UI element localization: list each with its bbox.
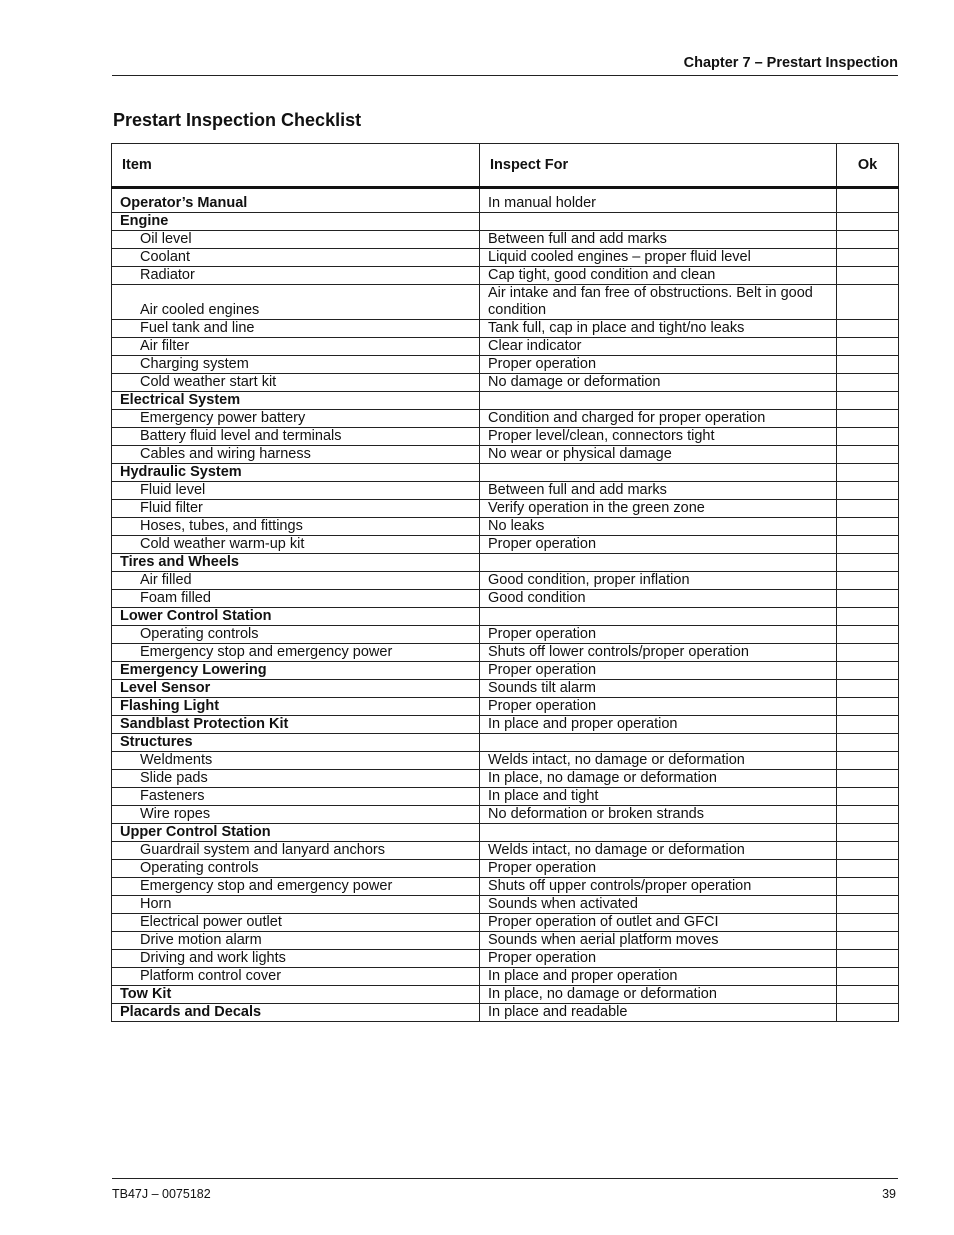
table-row [112,374,899,392]
table-row [112,626,899,644]
category-item-cell: Engine [112,213,480,231]
inspect-for-cell: Good condition [480,590,837,608]
sub-item-cell: Charging system [112,356,480,374]
ok-checkbox-cell[interactable] [837,482,899,500]
footer-divider [112,1178,898,1179]
document-number: TB47J – 0075182 [112,1187,211,1201]
table-row [112,482,899,500]
category-item-cell: Flashing Light [112,698,480,716]
inspect-for-cell: No leaks [480,518,837,536]
table-row [112,554,899,572]
inspect-for-cell: In place and proper operation [480,968,837,986]
table-row [112,896,899,914]
table-row [112,680,899,698]
category-item-cell: Operator’s Manual [112,188,480,213]
table-row [112,410,899,428]
table-row [112,428,899,446]
sub-item-cell: Guardrail system and lanyard anchors [112,842,480,860]
sub-item-cell: Fluid filter [112,500,480,518]
inspect-for-cell: Sounds tilt alarm [480,680,837,698]
ok-checkbox-cell[interactable] [837,536,899,554]
sub-item-cell: Hoses, tubes, and fittings [112,518,480,536]
category-item-cell: Lower Control Station [112,608,480,626]
category-item-cell: Tires and Wheels [112,554,480,572]
inspect-for-cell: Liquid cooled engines – proper fluid level [480,249,837,267]
sub-item-cell: Coolant [112,249,480,267]
sub-item-cell: Air filter [112,338,480,356]
ok-checkbox-cell[interactable] [837,716,899,734]
category-item-cell: Placards and Decals [112,1004,480,1022]
category-item-cell: Sandblast Protection Kit [112,716,480,734]
table-row [112,500,899,518]
ok-checkbox-cell[interactable] [837,626,899,644]
ok-checkbox-cell[interactable] [837,428,899,446]
inspect-for-cell: Air intake and fan free of obstructions. Belt in good condition [480,285,837,320]
category-item-cell: Level Sensor [112,680,480,698]
inspect-for-cell: No deformation or broken strands [480,806,837,824]
ok-checkbox-cell[interactable] [837,590,899,608]
table-header-row [112,144,899,188]
table-row [112,231,899,249]
inspect-for-cell: Verify operation in the green zone [480,500,837,518]
ok-checkbox-cell[interactable] [837,213,899,231]
table-row [112,986,899,1004]
ok-checkbox-cell[interactable] [837,608,899,626]
sub-item-cell: Cold weather warm-up kit [112,536,480,554]
ok-checkbox-cell[interactable] [837,968,899,986]
page-title: Prestart Inspection Checklist [113,110,362,130]
table-row [112,1004,899,1022]
inspect-for-cell [480,734,837,752]
inspect-for-cell [480,608,837,626]
table-row [112,518,899,536]
inspection-checklist-table [111,143,899,1022]
ok-checkbox-cell[interactable] [837,518,899,536]
sub-item-cell: Cold weather start kit [112,374,480,392]
ok-checkbox-cell[interactable] [837,644,899,662]
table-row [112,824,899,842]
ok-checkbox-cell[interactable] [837,338,899,356]
inspect-for-cell [480,554,837,572]
sub-item-cell: Emergency stop and emergency power [112,878,480,896]
category-item-cell: Electrical System [112,392,480,410]
table-row [112,770,899,788]
table-row [112,644,899,662]
sub-item-cell: Driving and work lights [112,950,480,968]
sub-item-cell: Foam filled [112,590,480,608]
ok-checkbox-cell[interactable] [837,231,899,249]
table-row [112,878,899,896]
table-row [112,734,899,752]
sub-item-cell: Drive motion alarm [112,932,480,950]
sub-item-cell: Radiator [112,267,480,285]
inspect-for-cell: Shuts off lower controls/proper operation [480,644,837,662]
header-divider [112,75,898,76]
ok-checkbox-cell[interactable] [837,249,899,267]
table-row [112,464,899,482]
inspect-for-cell: Proper operation [480,536,837,554]
sub-item-cell: Wire ropes [112,806,480,824]
ok-checkbox-cell[interactable] [837,698,899,716]
ok-checkbox-cell[interactable] [837,824,899,842]
table-row [112,249,899,267]
ok-checkbox-cell[interactable] [837,267,899,285]
inspect-for-cell: Good condition, proper inflation [480,572,837,590]
table-row [112,698,899,716]
sub-item-cell: Horn [112,896,480,914]
table-row [112,285,899,320]
ok-checkbox-cell[interactable] [837,788,899,806]
table-body [112,188,899,1022]
table-row [112,788,899,806]
ok-checkbox-cell[interactable] [837,320,899,338]
sub-item-cell: Electrical power outlet [112,914,480,932]
ok-checkbox-cell[interactable] [837,842,899,860]
ok-checkbox-cell[interactable] [837,500,899,518]
inspect-for-cell: Clear indicator [480,338,837,356]
column-header-ok: Ok [837,144,899,188]
inspect-for-cell [480,213,837,231]
sub-item-cell: Fasteners [112,788,480,806]
ok-checkbox-cell[interactable] [837,770,899,788]
ok-checkbox-cell[interactable] [837,356,899,374]
ok-checkbox-cell[interactable] [837,572,899,590]
table-row [112,608,899,626]
sub-item-cell: Fuel tank and line [112,320,480,338]
inspect-for-cell: Cap tight, good condition and clean [480,267,837,285]
ok-checkbox-cell[interactable] [837,950,899,968]
sub-item-cell: Operating controls [112,626,480,644]
ok-checkbox-cell[interactable] [837,914,899,932]
sub-item-cell: Emergency power battery [112,410,480,428]
sub-item-cell: Oil level [112,231,480,249]
ok-checkbox-cell[interactable] [837,285,899,320]
sub-item-cell: Air filled [112,572,480,590]
ok-checkbox-cell[interactable] [837,188,899,213]
column-header-item: Item [112,144,480,188]
inspect-for-cell [480,392,837,410]
inspect-for-cell: No damage or deformation [480,374,837,392]
table-row [112,338,899,356]
table-row [112,950,899,968]
sub-item-cell: Weldments [112,752,480,770]
table-row [112,320,899,338]
table-row [112,914,899,932]
ok-checkbox-cell[interactable] [837,896,899,914]
inspect-for-cell: Welds intact, no damage or deformation [480,842,837,860]
ok-checkbox-cell[interactable] [837,860,899,878]
ok-checkbox-cell[interactable] [837,680,899,698]
sub-item-cell: Air cooled engines [112,285,480,320]
table-row [112,572,899,590]
inspect-for-cell: Proper operation [480,662,837,680]
inspect-for-cell: Proper operation [480,626,837,644]
inspect-for-cell: In place and tight [480,788,837,806]
table-row [112,752,899,770]
ok-checkbox-cell[interactable] [837,464,899,482]
sub-item-cell: Slide pads [112,770,480,788]
category-item-cell: Hydraulic System [112,464,480,482]
category-item-cell: Upper Control Station [112,824,480,842]
table-row [112,267,899,285]
inspect-for-cell: In place, no damage or deformation [480,770,837,788]
table-row [112,536,899,554]
table-row [112,860,899,878]
ok-checkbox-cell[interactable] [837,752,899,770]
category-item-cell: Tow Kit [112,986,480,1004]
sub-item-cell: Cables and wiring harness [112,446,480,464]
inspect-for-cell: Proper operation [480,698,837,716]
inspect-for-cell: In place and readable [480,1004,837,1022]
inspect-for-cell: Proper operation [480,950,837,968]
sub-item-cell: Fluid level [112,482,480,500]
table-row [112,446,899,464]
inspect-for-cell: No wear or physical damage [480,446,837,464]
category-item-cell: Structures [112,734,480,752]
table-row [112,806,899,824]
inspect-for-cell: Sounds when aerial platform moves [480,932,837,950]
sub-item-cell: Emergency stop and emergency power [112,644,480,662]
table-row [112,968,899,986]
ok-checkbox-cell[interactable] [837,1004,899,1022]
ok-checkbox-cell[interactable] [837,374,899,392]
inspect-for-cell: Between full and add marks [480,231,837,249]
table-row [112,716,899,734]
inspect-for-cell: Shuts off upper controls/proper operation [480,878,837,896]
inspect-for-cell [480,464,837,482]
ok-checkbox-cell[interactable] [837,662,899,680]
table-row [112,662,899,680]
sub-item-cell: Operating controls [112,860,480,878]
ok-checkbox-cell[interactable] [837,392,899,410]
table-row [112,213,899,231]
inspect-for-cell: In place and proper operation [480,716,837,734]
inspect-for-cell: Between full and add marks [480,482,837,500]
inspect-for-cell: Proper level/clean, connectors tight [480,428,837,446]
ok-checkbox-cell[interactable] [837,878,899,896]
column-header-inspect-for: Inspect For [480,144,837,188]
category-item-cell: Emergency Lowering [112,662,480,680]
table-row [112,188,899,213]
chapter-header: Chapter 7 – Prestart Inspection [683,55,898,71]
inspect-for-cell: In manual holder [480,188,837,213]
ok-checkbox-cell[interactable] [837,986,899,1004]
inspect-for-cell: Proper operation [480,860,837,878]
table-row [112,932,899,950]
inspect-for-cell: Proper operation [480,356,837,374]
inspect-for-cell: In place, no damage or deformation [480,986,837,1004]
ok-checkbox-cell[interactable] [837,806,899,824]
inspect-for-cell [480,824,837,842]
inspect-for-cell: Welds intact, no damage or deformation [480,752,837,770]
inspect-for-cell: Tank full, cap in place and tight/no leaks [480,320,837,338]
table-row [112,842,899,860]
ok-checkbox-cell[interactable] [837,554,899,572]
ok-checkbox-cell[interactable] [837,932,899,950]
ok-checkbox-cell[interactable] [837,446,899,464]
sub-item-cell: Platform control cover [112,968,480,986]
inspect-for-cell: Proper operation of outlet and GFCI [480,914,837,932]
table-row [112,590,899,608]
ok-checkbox-cell[interactable] [837,410,899,428]
sub-item-cell: Battery fluid level and terminals [112,428,480,446]
ok-checkbox-cell[interactable] [837,734,899,752]
inspect-for-cell: Sounds when activated [480,896,837,914]
page-number: 39 [882,1187,896,1201]
table-row [112,392,899,410]
table-row [112,356,899,374]
inspect-for-cell: Condition and charged for proper operation [480,410,837,428]
